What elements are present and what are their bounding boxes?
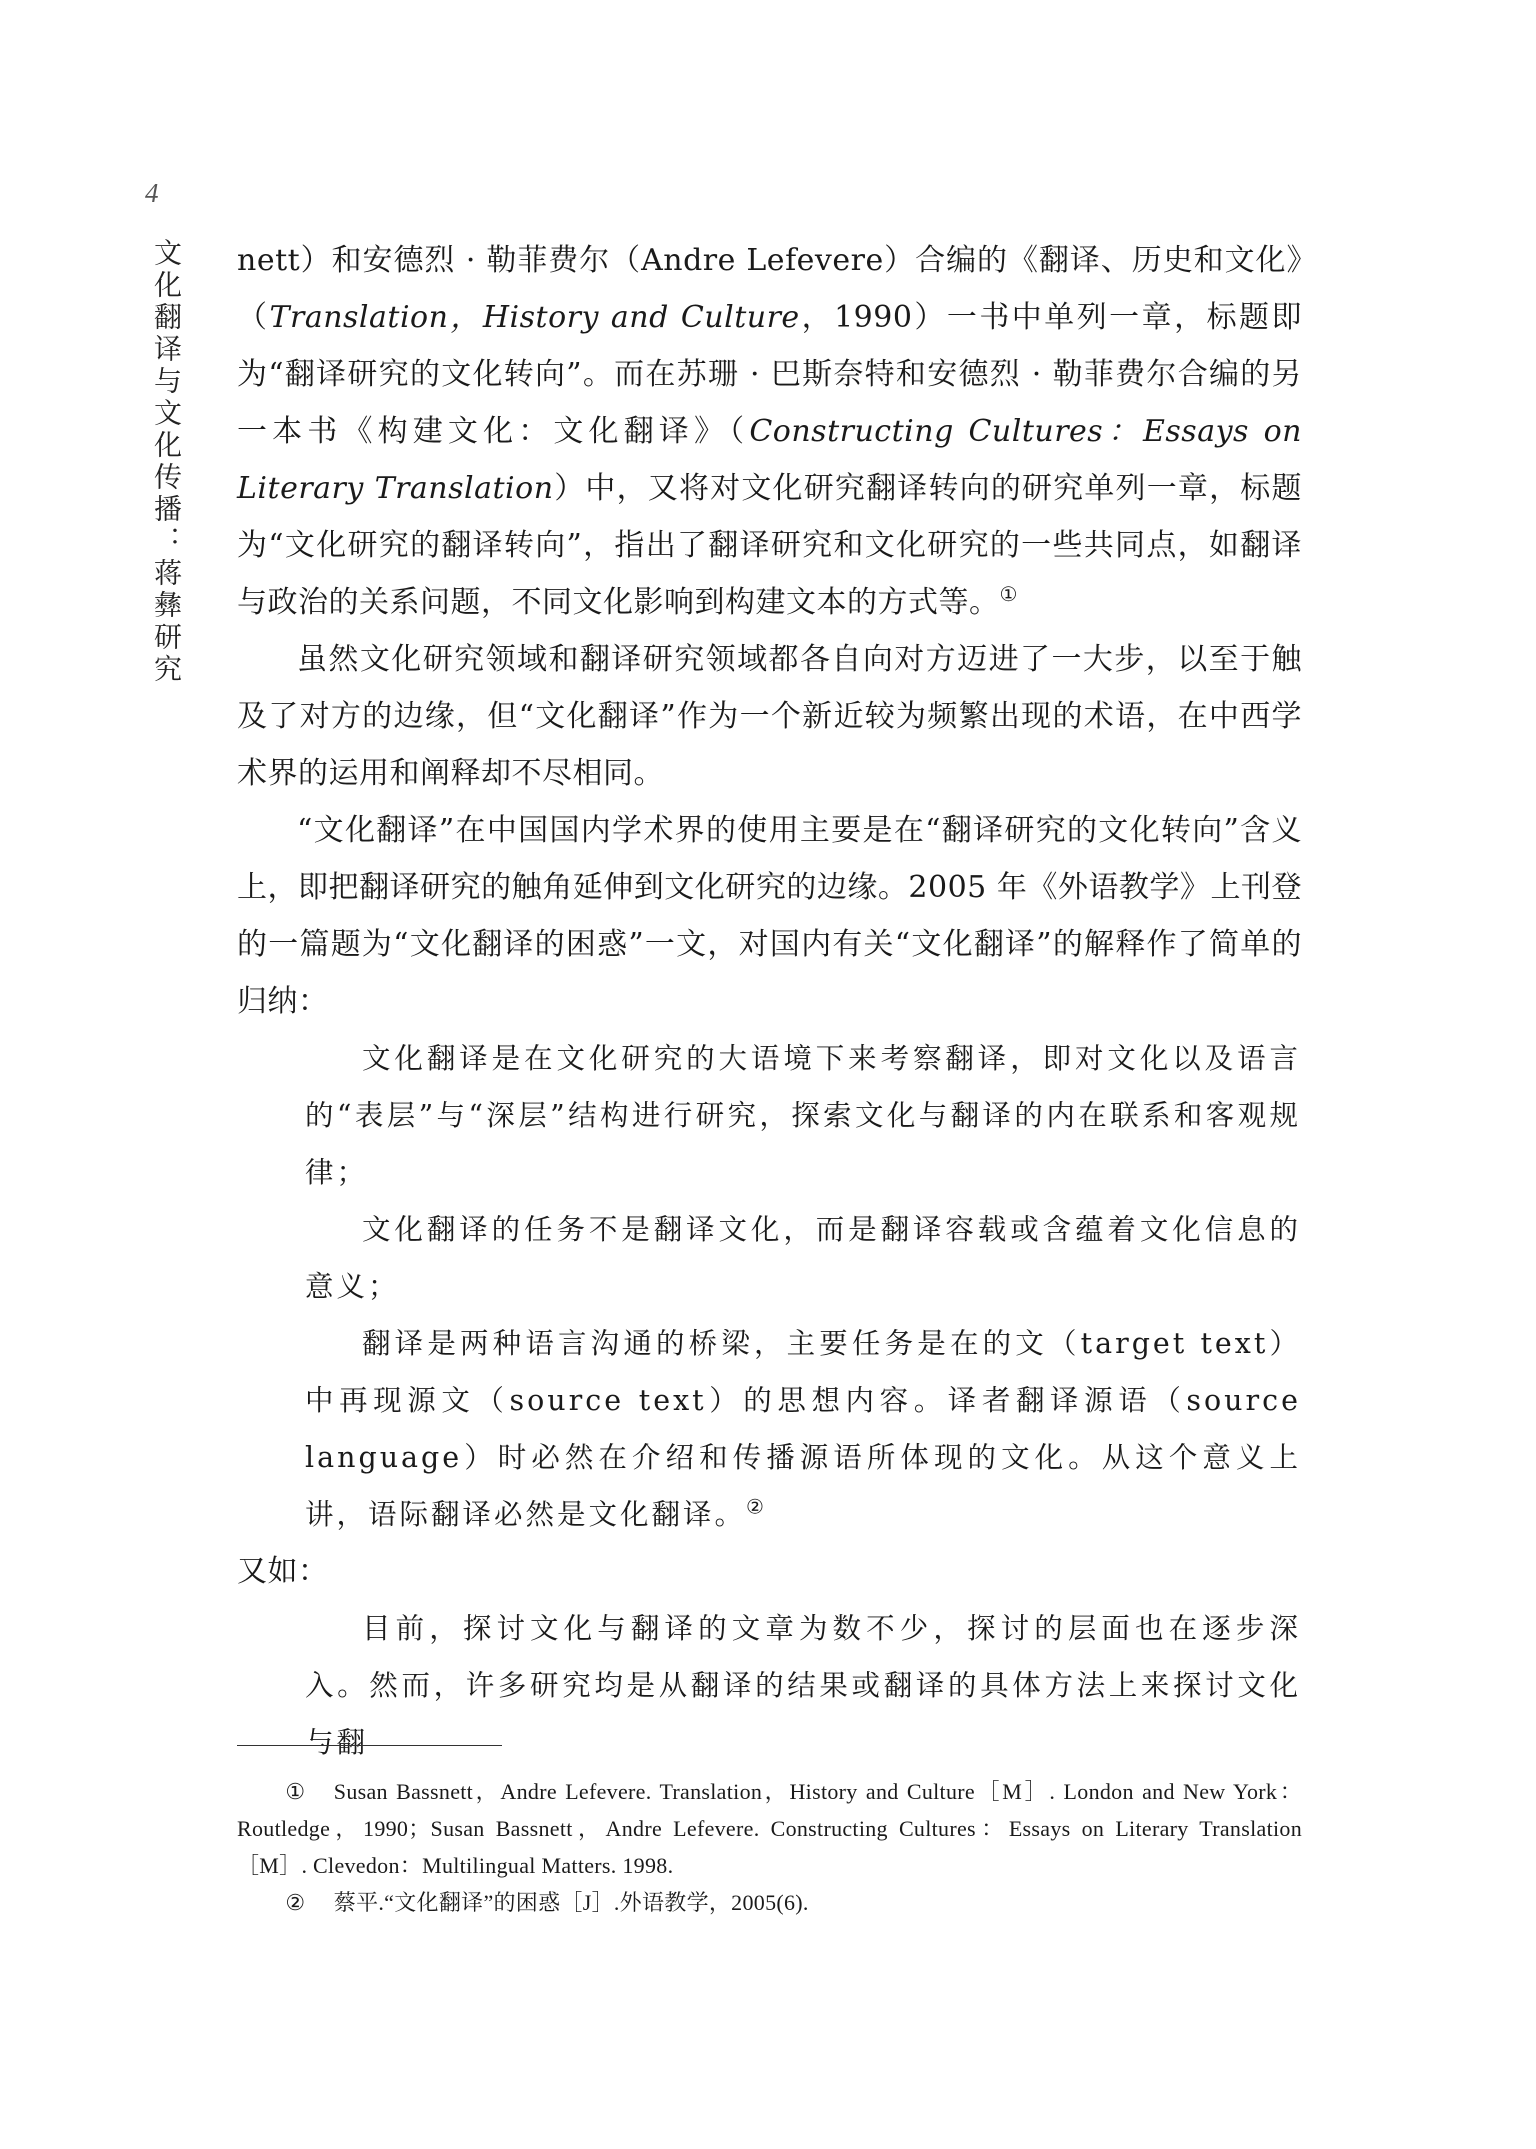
footnote-1 <box>237 1773 1302 1884</box>
footnote-1-text: Susan Bassnett，Andre Lefevere. Translation，History and Culture［M］. London and New York：Routledge，1990；Susan Bassnett，Andre Lefevere. Constructing Cultures：Essays on Literary Translation［M］. Clevedon：Multilingual Matters. 1998. <box>237 1779 1302 1878</box>
footnote-2 <box>237 1884 1302 1921</box>
p1-text-e: ）中，又将对文化研究翻译转向的研究单列一章，标题为“文化研究的翻译转向”，指出了翻译研究和文化研究的一些共同点，如翻译与政治的关系问题，不同文化影响到构建文本的方式等。 <box>237 471 1302 620</box>
quote-line-3-text: 翻译是两种语言沟通的桥梁，主要任务是在的文（target text）中再现源文（source text）的思想内容。译者翻译源语（source language）时必然在介绍和传播源语所体现的文化。从这个意义上讲，语际翻译必然是文化翻译。 <box>305 1327 1301 1531</box>
quote-line-3 <box>305 1315 1301 1543</box>
block-quote-1 <box>305 1030 1301 1543</box>
paragraph-2: 虽然文化研究领域和翻译研究领域都各自向对方迈进了一大步，以至于触及了对方的边缘，但“文化翻译”作为一个新近较为频繁出现的术语，在中西学术界的运用和阐释却不尽相同。 <box>237 642 1302 791</box>
body-text <box>237 232 1302 1771</box>
p1-text-c: ，1990）一书中单列一章，标题即为“翻译研究的文化转向”。而在苏珊 · 巴斯奈特和安德烈 · 勒菲费尔合编的另一本书《构建文化：文化翻译》（ <box>237 300 1302 449</box>
paragraph-3: “文化翻译”在中国国内学术界的使用主要是在“翻译研究的文化转向”含义上，即把翻译研究的触角延伸到文化研究的边缘。2005 年《外语教学》上刊登的一篇题为“文化翻译的困惑”一文，对国内有关“文化翻译”的解释作了简单的归纳： <box>237 813 1302 1019</box>
p1-book-title-1: Translation，History and Culture <box>269 300 800 335</box>
p1-book-title-2: Constructing Cultures：Essays on Literary Translation <box>237 414 1303 506</box>
quote-line-1: 文化翻译是在文化研究的大语境下来考察翻译，即对文化以及语言的“表层”与“深层”结构进行研究，探索文化与翻译的内在联系和客观规律； <box>305 1042 1301 1189</box>
footnote-1-mark: ① <box>285 1779 306 1804</box>
running-head: 文化翻译与文化传播：蒋彝研究 <box>150 238 183 686</box>
footnote-ref-2[interactable]: ② <box>746 1494 767 1519</box>
paragraph-4: 又如： <box>237 1554 329 1589</box>
footnote-ref-1[interactable]: ① <box>999 582 1018 606</box>
footnotes <box>237 1773 1302 1921</box>
quote-line-4: 目前，探讨文化与翻译的文章为数不少，探讨的层面也在逐步深入。然而，许多研究均是从翻译的结果或翻译的具体方法上来探讨文化与翻 <box>305 1612 1301 1759</box>
footnote-2-mark: ② <box>285 1890 306 1915</box>
footnote-divider <box>237 1745 502 1746</box>
p1-text-a: nett）和安德烈 · 勒菲费尔（Andre Lefevere）合编的《翻译、历史和文化》（ <box>237 243 1302 335</box>
quote-line-2: 文化翻译的任务不是翻译文化，而是翻译容载或含蕴着文化信息的意义； <box>305 1213 1301 1303</box>
paragraph-1 <box>237 232 1302 631</box>
page-number: 4 <box>145 178 159 208</box>
footnote-2-text: 蔡平.“文化翻译”的困惑［J］.外语教学，2005(6). <box>333 1890 809 1915</box>
